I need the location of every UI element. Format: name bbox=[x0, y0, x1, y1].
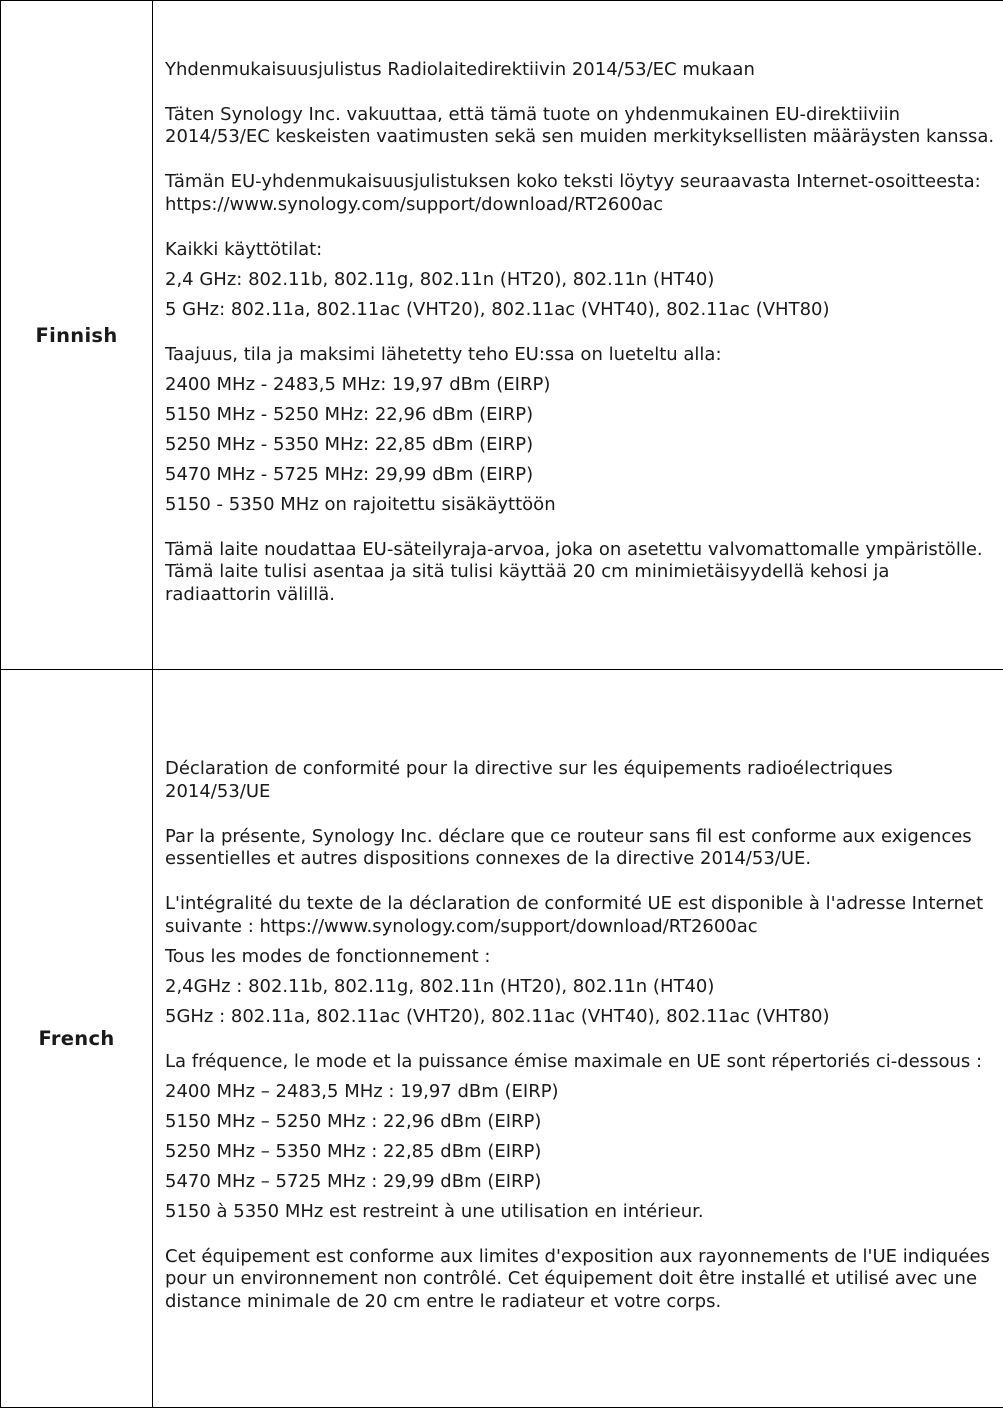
paragraph-spacer bbox=[165, 329, 999, 344]
paragraph-spacer bbox=[165, 156, 999, 171]
text-line: 5150 à 5350 MHz est restreint à une utilisation en intérieur. bbox=[165, 1200, 704, 1222]
text-paragraph: Déclaration de conformité pour la directive sur les équipements radioélectriques 2014/53/UE bbox=[165, 758, 893, 802]
paragraph-spacer bbox=[165, 1036, 999, 1051]
text-paragraph: La fréquence, le mode et la puissance émise maximale en UE sont répertoriés ci-dessous : bbox=[165, 1050, 983, 1072]
text-line: 5250 MHz - 5350 MHz: 22,85 dBm (EIRP) bbox=[165, 433, 534, 455]
paragraph-spacer bbox=[165, 524, 999, 539]
text-line: 5470 MHz – 5725 MHz : 29,99 dBm (EIRP) bbox=[165, 1170, 542, 1192]
paragraph-spacer bbox=[165, 224, 999, 239]
paragraph-spacer bbox=[165, 89, 999, 104]
text-line: 5470 MHz - 5725 MHz: 29,99 dBm (EIRP) bbox=[165, 463, 534, 485]
paragraph-spacer bbox=[165, 1231, 999, 1246]
paragraph-spacer bbox=[165, 811, 999, 826]
text-line: 5 GHz: 802.11a, 802.11ac (VHT20), 802.11ac (VHT40), 802.11ac (VHT80) bbox=[165, 298, 830, 320]
text-line: Tous les modes de fonctionnement : bbox=[165, 945, 491, 967]
text-line: 2400 MHz - 2483,5 MHz: 19,97 dBm (EIRP) bbox=[165, 373, 551, 395]
text-line: 5250 MHz – 5350 MHz : 22,85 dBm (EIRP) bbox=[165, 1140, 542, 1162]
text-line: 5GHz : 802.11a, 802.11ac (VHT20), 802.11ac (VHT40), 802.11ac (VHT80) bbox=[165, 1005, 830, 1027]
text-paragraph: Tämä laite noudattaa EU-säteilyraja-arvoa, joka on asetettu valvomattomalle ympäristölle. Tämä laite tulisi asentaa ja sitä tulisi käyttää 20 cm minimietäisyydellä kehosi ja radiaattorin välillä. bbox=[165, 538, 983, 605]
text-paragraph: L'intégralité du texte de la déclaration de conformité UE est disponible à l'adresse Internet suivante : https://www.synology.com/support/download/RT2600ac bbox=[165, 893, 984, 937]
declaration-text-cell bbox=[153, 1, 1003, 670]
declaration-content bbox=[153, 55, 1003, 616]
text-line: 5150 - 5350 MHz on rajoitettu sisäkäyttöön bbox=[165, 493, 556, 515]
text-line: 5150 MHz - 5250 MHz: 22,96 dBm (EIRP) bbox=[165, 403, 534, 425]
text-paragraph: Täten Synology Inc. vakuuttaa, että tämä tuote on yhdenmukainen EU-direktiiviin 2014/53/EC keskeisten vaatimusten sekä sen muiden merkityksellisten määräysten kanssa. bbox=[165, 103, 995, 147]
text-line: Taajuus, tila ja maksimi lähetetty teho EU:ssa on lueteltu alla: bbox=[165, 343, 722, 365]
text-line: 2,4 GHz: 802.11b, 802.11g, 802.11n (HT20), 802.11n (HT40) bbox=[165, 268, 715, 290]
text-paragraph: Cet équipement est conforme aux limites d'exposition aux rayonnements de l'UE indiquées pour un environnement non contrôlé. Cet équipement doit être installé et utilisé avec une distance minimale de 20 cm entre le radiateur et votre corps. bbox=[165, 1245, 990, 1312]
text-line: Kaikki käyttötilat: bbox=[165, 238, 323, 260]
paragraph-spacer bbox=[165, 878, 999, 893]
text-line: 5150 MHz – 5250 MHz : 22,96 dBm (EIRP) bbox=[165, 1110, 542, 1132]
language-label: Finnish bbox=[1, 1, 153, 670]
table-row-french bbox=[1, 670, 1003, 1408]
language-label: French bbox=[1, 670, 153, 1408]
declaration-text-cell bbox=[153, 670, 1003, 1408]
text-line: 2,4GHz : 802.11b, 802.11g, 802.11n (HT20), 802.11n (HT40) bbox=[165, 975, 715, 997]
text-line: Yhdenmukaisuusjulistus Radiolaitedirektiivin 2014/53/EC mukaan bbox=[165, 58, 755, 80]
text-line: 2400 MHz – 2483,5 MHz : 19,97 dBm (EIRP) bbox=[165, 1080, 559, 1102]
text-paragraph: Tämän EU-yhdenmukaisuusjulistuksen koko teksti löytyy seuraavasta Internet-osoitteesta: https://www.synology.com/support/download/RT2600ac bbox=[165, 171, 981, 215]
text-paragraph: Par la présente, Synology Inc. déclare que ce routeur sans fil est conforme aux exigences essentielles et autres dispositions connexes de la directive 2014/53/UE. bbox=[165, 825, 972, 870]
declaration-content bbox=[153, 754, 1003, 1323]
table-row-finnish bbox=[1, 1, 1003, 670]
